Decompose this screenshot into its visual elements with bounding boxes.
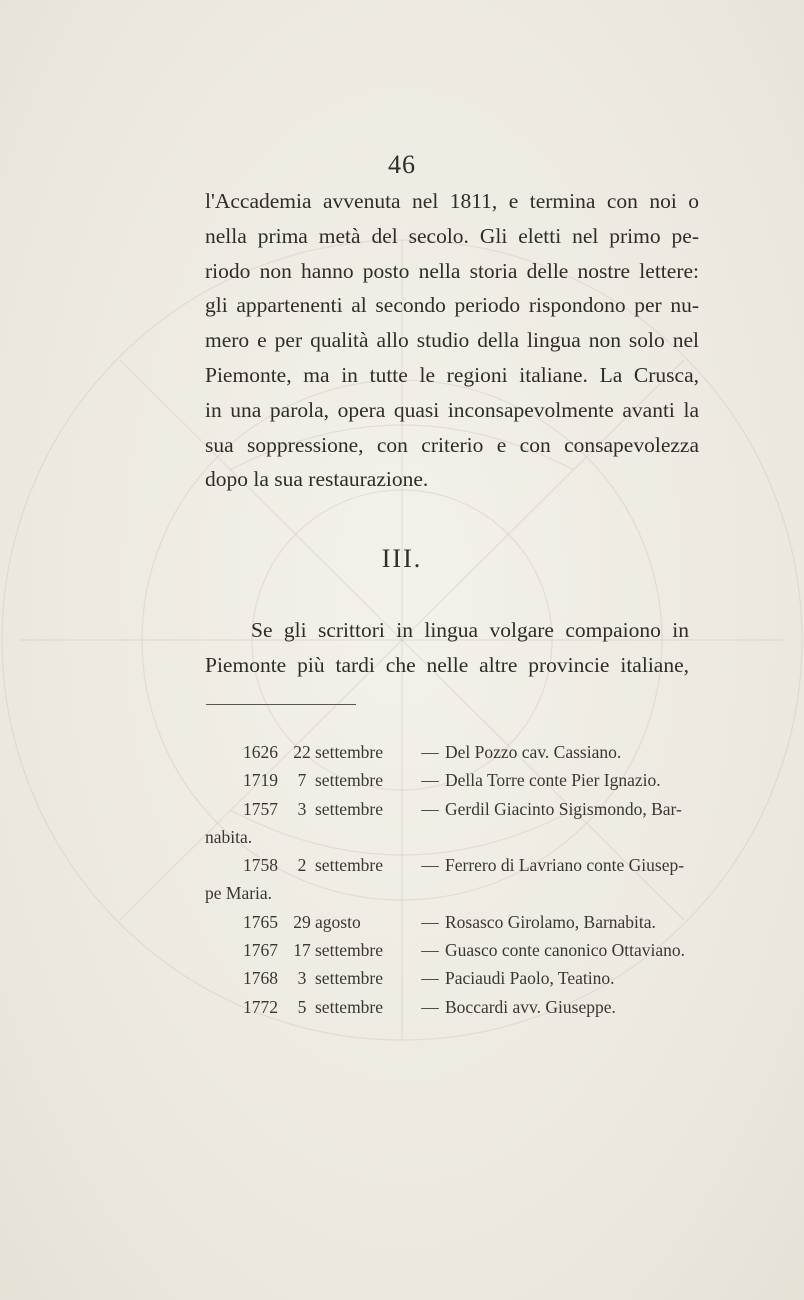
footnote-dash: —: [421, 770, 439, 791]
footnote-name: Paciaudi Paolo, Teatino.: [445, 968, 615, 989]
footnote-name: Guasco conte canonico Ottaviano.: [445, 940, 686, 961]
footnote-day: 17: [293, 940, 311, 961]
footnote-name: Ferrero di Lavriano conte Giusep-: [445, 855, 685, 876]
footnote-year: 1772: [243, 996, 278, 1017]
footnote-dash: —: [421, 855, 439, 876]
footnote-month: settembre: [315, 996, 384, 1017]
footnote-name: Gerdil Giacinto Sigismondo, Bar-: [445, 798, 682, 819]
text-line: in una parola, opera quasi inconsapevolmente avanti la: [205, 397, 699, 422]
footnote-month: settembre: [315, 855, 384, 876]
footnote-month: settembre: [315, 798, 384, 819]
footnote-name: Della Torre conte Pier Ignazio.: [445, 770, 661, 791]
footnote-day: 22: [293, 742, 311, 762]
footnote-dash: —: [421, 742, 439, 762]
footnote-year: 1719: [243, 770, 278, 791]
footnote-year: 1758: [243, 855, 278, 876]
paragraph-1: [205, 184, 699, 497]
text-line: riodo non hanno posto nella storia delle nostre lettere:: [205, 258, 699, 283]
text-line: sua soppressione, con criterio e con consapevolezza: [205, 432, 699, 457]
footnote-day: 3: [297, 968, 307, 989]
text-line: mero e per qualità allo studio della lingua non solo nel: [205, 328, 699, 353]
footnote-day: 29: [293, 911, 311, 932]
text-line: l'Accademia avvenuta nel 1811, e termina con noi o: [205, 189, 699, 213]
footnote-year: 1768: [243, 968, 278, 989]
footnote-entry: [205, 993, 687, 1021]
footnote-dash: —: [421, 996, 439, 1017]
footnote-year: 1757: [243, 798, 278, 819]
footnote-year: 1767: [243, 940, 278, 961]
footnote-day: 5: [297, 996, 307, 1017]
footnote-year: 1765: [243, 911, 278, 932]
footnote-entry: [205, 936, 687, 964]
footnote-entry: [205, 851, 687, 908]
text-line: nella prima metà del secolo. Gli eletti nel primo pe-: [205, 223, 699, 248]
text-line: Piemonte, ma in tutte le regioni italiane. La Crusca,: [205, 362, 699, 387]
footnote-continuation: nabita.: [205, 826, 253, 847]
text-line: Se gli scrittori in lingua volgare compaiono in: [251, 618, 689, 642]
footnote-dash: —: [421, 798, 439, 819]
paragraph-2: [205, 613, 689, 683]
footnote-day: 2: [297, 855, 307, 876]
footnote-name: Del Pozzo cav. Cassiano.: [445, 742, 622, 762]
footnote-month: settembre: [315, 968, 384, 989]
footnote-name: Boccardi avv. Giuseppe.: [445, 996, 616, 1017]
footnote-dash: —: [421, 911, 439, 932]
footnote-month: agosto: [315, 911, 361, 932]
footnote-entry: [205, 738, 687, 766]
footnote-entry: [205, 766, 687, 794]
text-line: gli appartenenti al secondo periodo rispondono per nu-: [205, 293, 699, 318]
footnote-year: 1626: [243, 742, 278, 762]
footnote-month: settembre: [315, 742, 384, 762]
footnote-entry: [205, 964, 687, 992]
text-line: dopo la sua restaurazione.: [205, 467, 429, 492]
footnote-dash: —: [421, 968, 439, 989]
footnote-name: Rosasco Girolamo, Barnabita.: [445, 911, 656, 932]
footnote-entry: [205, 795, 687, 852]
page-number: 46: [388, 150, 416, 179]
footnote-entry: [205, 908, 687, 936]
footnote-month: settembre: [315, 770, 384, 791]
footnote-month: settembre: [315, 940, 384, 961]
text-line: Piemonte più tardi che nelle altre provincie italiane,: [205, 652, 689, 677]
section-heading: III.: [381, 544, 423, 573]
footnote-continuation: pe Maria.: [205, 883, 273, 904]
footnote-divider: [206, 704, 356, 705]
footnotes-list: [205, 738, 687, 1021]
footnote-day: 7: [297, 770, 307, 791]
footnote-day: 3: [297, 798, 307, 819]
footnote-dash: —: [421, 940, 439, 961]
